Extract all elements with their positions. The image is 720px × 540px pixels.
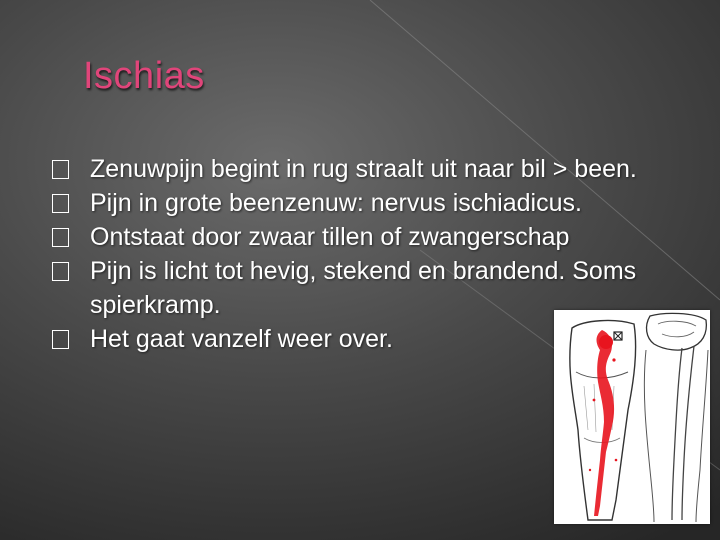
bullet-text: Pijn in grote beenzenuw: nervus ischiadicus. [90, 189, 582, 217]
bullet-text: Het gaat vanzelf weer over. [90, 325, 393, 353]
bullet-text: Pijn is licht tot hevig, stekend en brandend. Soms spierkramp. [90, 257, 637, 319]
sciatica-illustration [554, 310, 710, 524]
bullet-box-icon [52, 262, 69, 281]
bullet-box-icon [52, 330, 69, 349]
bullet-box-icon [52, 160, 69, 179]
bullet-item [52, 220, 682, 254]
bullet-box-icon [52, 228, 69, 247]
bullet-text: Zenuwpijn begint in rug straalt uit naar bil > been. [90, 155, 637, 183]
bullet-box-icon [52, 194, 69, 213]
sciatica-leg-illustration-icon [554, 310, 710, 524]
bullet-item [52, 152, 682, 186]
bullet-text: Ontstaat door zwaar tillen of zwangerschap [90, 223, 570, 251]
bullet-item [52, 186, 682, 220]
slide-title: Ischias [83, 55, 205, 97]
